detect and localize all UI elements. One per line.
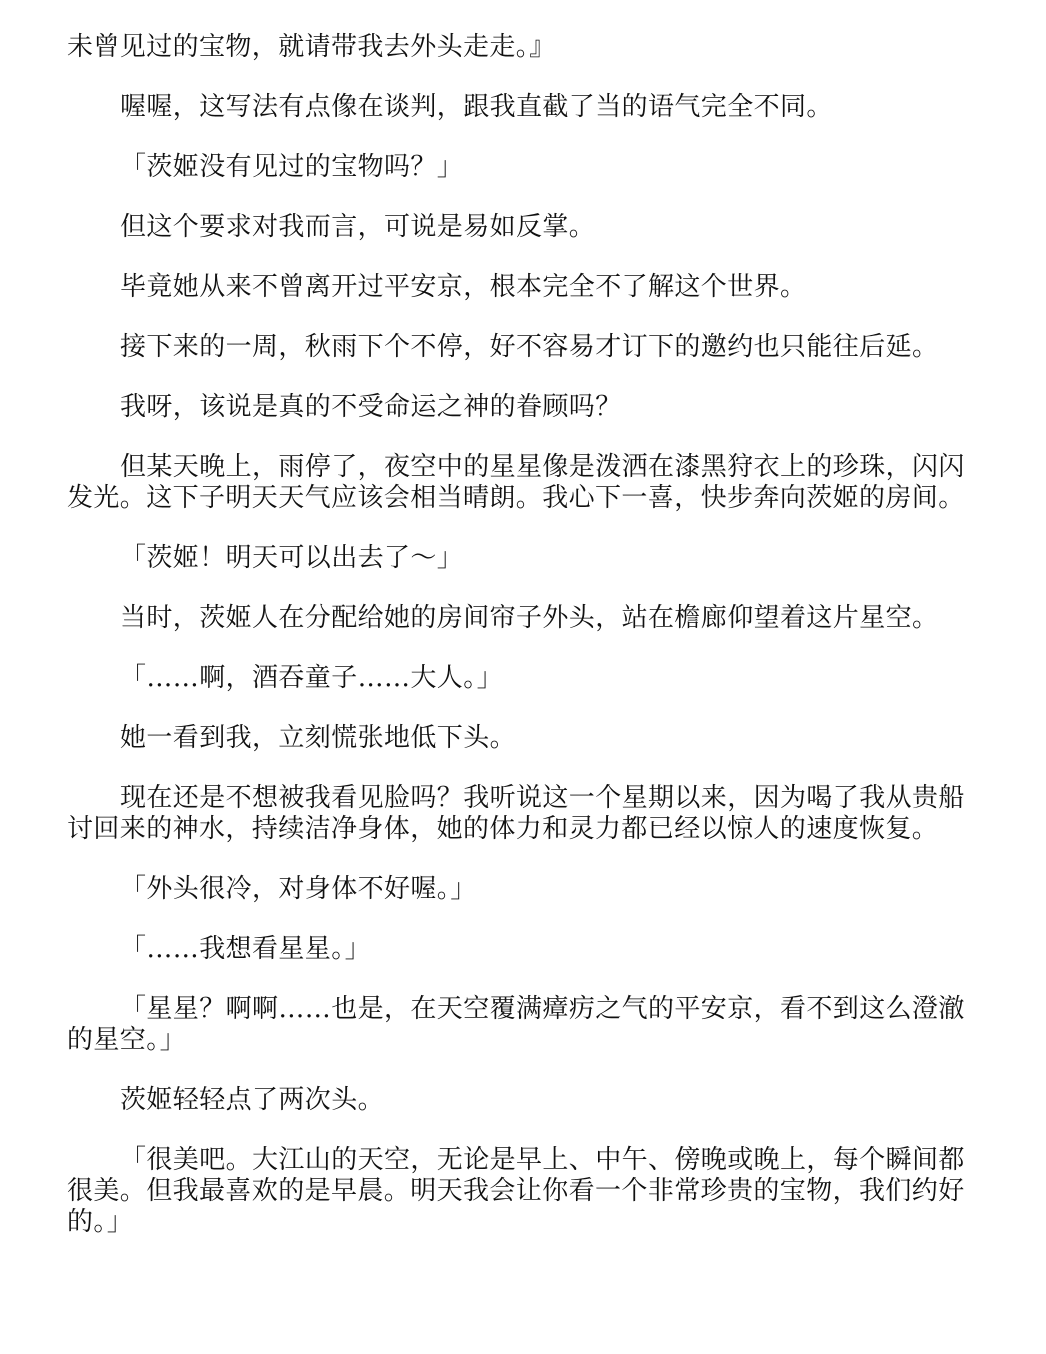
paragraph: 「茨姬！明天可以出去了～」 [120, 543, 464, 573]
paragraph: 当时，茨姬人在分配给她的房间帘子外头，站在檐廊仰望着这片星空。 [120, 603, 939, 633]
paragraph: 接下来的一周，秋雨下个不停，好不容易才订下的邀约也只能往后延。 [120, 332, 939, 362]
paragraph: 她一看到我，立刻慌张地低下头。 [120, 723, 517, 753]
paragraph: 「外头很冷，对身体不好喔。」 [120, 874, 477, 904]
paragraph: 「……啊，酒吞童子……大人。」 [120, 663, 504, 693]
paragraph: 「很美吧。大江山的天空，无论是早上、中午、傍晚或晚上，每个瞬间都很美。但我最喜欢的是早晨。明天我会让你看一个非常珍贵的宝物，我们约好的。」 [67, 1145, 965, 1237]
paragraph: 现在还是不想被我看见脸吗？我听说这一个星期以来，因为喝了我从贵船讨回来的神水，持续洁净身体，她的体力和灵力都已经以惊人的速度恢复。 [67, 783, 965, 844]
paragraph: 但这个要求对我而言，可说是易如反掌。 [120, 212, 596, 242]
paragraph: 「星星？啊啊……也是，在天空覆满瘴疠之气的平安京，看不到这么澄澈的星空。」 [67, 994, 965, 1055]
paragraph: 我呀，该说是真的不受命运之神的眷顾吗？ [120, 392, 622, 422]
paragraph: 喔喔，这写法有点像在谈判，跟我直截了当的语气完全不同。 [120, 92, 833, 122]
paragraph: 茨姬轻轻点了两次头。 [120, 1085, 385, 1115]
paragraph: 「茨姬没有见过的宝物吗？」 [120, 152, 464, 182]
paragraph: 「……我想看星星。」 [120, 934, 372, 964]
paragraph: 未曾见过的宝物，就请带我去外头走走。』 [67, 32, 556, 62]
paragraph: 毕竟她从来不曾离开过平安京，根本完全不了解这个世界。 [120, 272, 807, 302]
paragraph: 但某天晚上，雨停了，夜空中的星星像是泼洒在漆黑狩衣上的珍珠，闪闪发光。这下子明天天气应该会相当晴朗。我心下一喜，快步奔向茨姬的房间。 [67, 452, 965, 513]
